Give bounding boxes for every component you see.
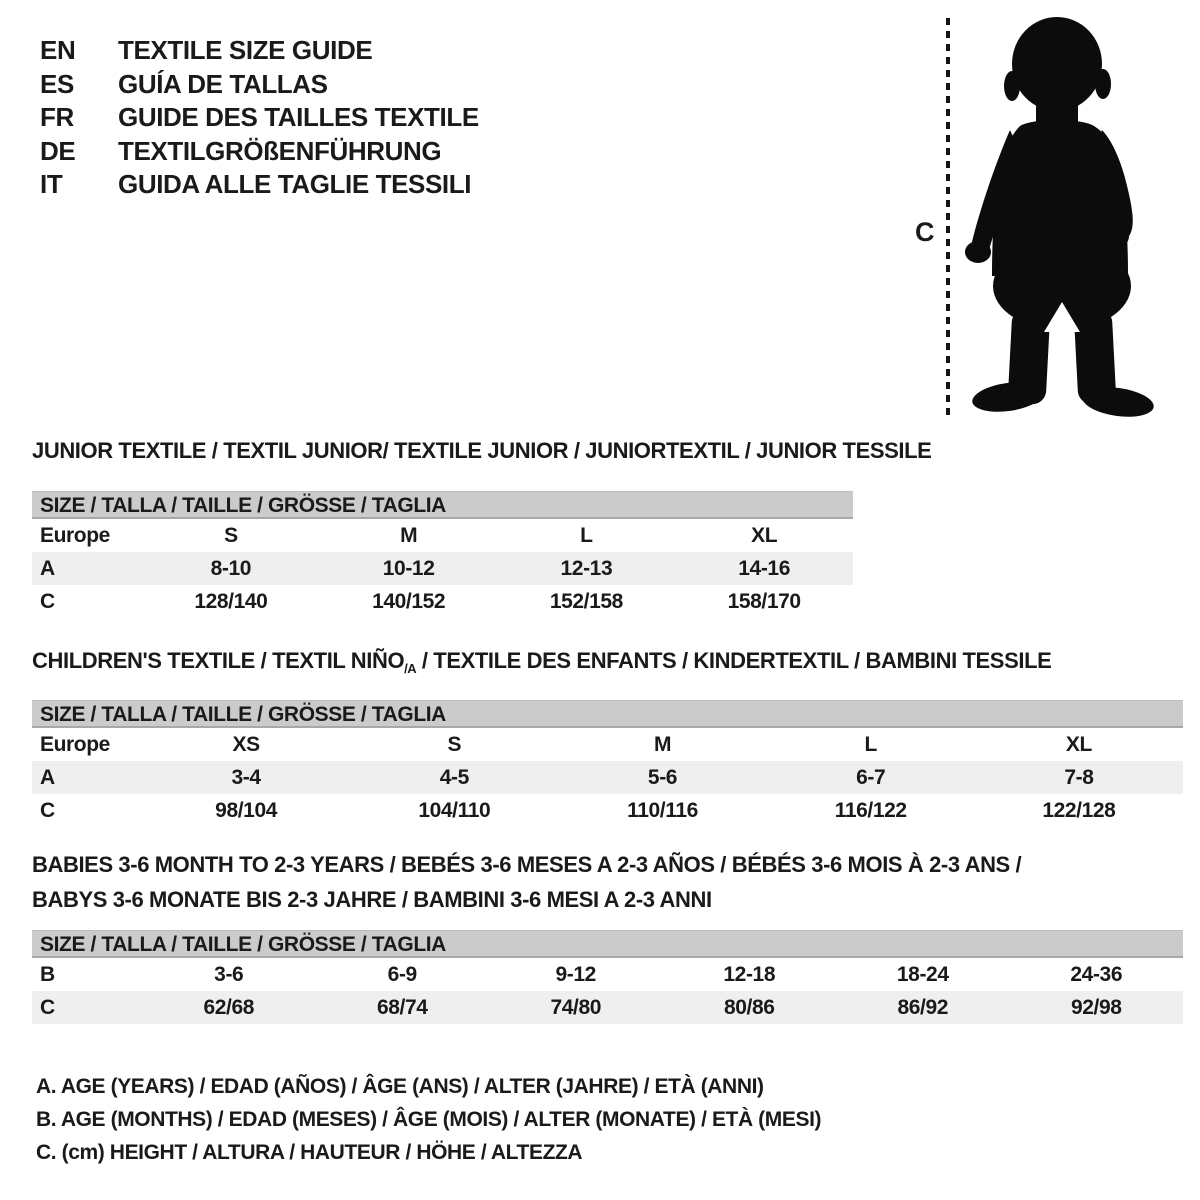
table-row-c	[32, 585, 853, 618]
lang-code: EN	[40, 35, 76, 65]
table-row-europe	[32, 728, 1183, 761]
size-header-bar: SIZE / TALLA / TAILLE / GRÖSSE / TAGLIA	[32, 491, 853, 519]
lang-row-fr	[40, 101, 479, 135]
table-rows	[32, 728, 1183, 827]
table-title	[32, 438, 932, 471]
lang-title: GUIDA ALLE TAGLIE TESSILI	[118, 169, 472, 199]
table-row-europe	[32, 519, 853, 552]
babies-textile-section	[32, 852, 1183, 1024]
cell-value: 80/86	[723, 995, 775, 1019]
cell-value: L	[580, 523, 593, 547]
lang-title: TEXTILE SIZE GUIDE	[118, 35, 373, 65]
cell-value: 18-24	[896, 962, 949, 986]
lang-row-it	[40, 168, 479, 202]
row-label: C	[40, 589, 55, 613]
cell-value: 10-12	[382, 556, 435, 580]
cell-value: M	[653, 732, 672, 756]
title-text: BABIES 3-6 MONTH TO 2-3 YEARS / BEBÉS 3-6 MESES A 2-3 AÑOS / BÉBÉS 3-6 MOIS À 2-3 ANS /	[32, 852, 1022, 877]
cell-value: 7-8	[1064, 765, 1094, 789]
title-text: / TEXTILE DES ENFANTS / KINDERTEXTIL / BAMBINI TESSILE	[416, 648, 1052, 673]
cell-value: 24-36	[1070, 962, 1123, 986]
cell-value: 104/110	[418, 798, 491, 822]
cell-value: 4-5	[439, 765, 469, 789]
table-row-a	[32, 761, 1183, 794]
cell-value: 6-7	[856, 765, 886, 789]
legend-line-a: A. AGE (YEARS) / EDAD (AÑOS) / ÂGE (ANS) / ALTER (JAHRE) / ETÀ (ANNI)	[36, 1075, 764, 1098]
cell-value: S	[447, 732, 462, 756]
lang-code: FR	[40, 102, 74, 132]
table-row-b	[32, 958, 1183, 991]
cell-value: 128/140	[194, 589, 268, 613]
row-label: Europe	[40, 732, 110, 756]
lang-title: GUÍA DE TALLAS	[118, 68, 328, 99]
legend-line-b: B. AGE (MONTHS) / EDAD (MESES) / ÂGE (MOIS) / ALTER (MONATE) / ETÀ (MESI)	[36, 1108, 822, 1131]
cell-value: 3-6	[214, 962, 244, 986]
table-row-c	[32, 794, 1183, 827]
cell-value: 62/68	[203, 995, 255, 1019]
cell-value: 140/152	[372, 589, 446, 613]
cell-value: XL	[1065, 732, 1092, 756]
title-text: CHILDREN'S TEXTILE / TEXTIL NIÑO	[32, 648, 405, 673]
lang-row-de	[40, 135, 479, 169]
cell-value: 6-9	[387, 962, 417, 986]
row-label: A	[40, 765, 55, 789]
cell-value: 8-10	[210, 556, 252, 580]
row-label: C	[40, 798, 55, 822]
cell-value: 122/128	[1042, 798, 1116, 822]
table-row-c	[32, 991, 1183, 1024]
lang-code: IT	[40, 169, 63, 199]
cell-value: 5-6	[647, 765, 678, 789]
cell-value: L	[864, 732, 877, 756]
height-measure-figure	[915, 12, 1185, 427]
cell-value: 74/80	[550, 995, 602, 1019]
cell-value: 12-13	[560, 556, 613, 580]
cell-value: 86/92	[897, 995, 949, 1019]
toddler-silhouette	[960, 14, 1160, 424]
language-header	[40, 34, 479, 202]
table-title-line2: BABYS 3-6 MONATE BIS 2-3 JAHRE / BAMBINI 3-6 MESI A 2-3 ANNI	[32, 887, 712, 912]
cell-value: XS	[232, 732, 260, 756]
cell-value: 92/98	[1070, 995, 1122, 1019]
cell-value: S	[224, 523, 238, 547]
legend-line-c: C. (cm) HEIGHT / ALTURA / HAUTEUR / HÖHE / ALTEZZA	[36, 1141, 583, 1164]
cell-value: 152/158	[549, 589, 623, 613]
junior-textile-section	[32, 438, 932, 618]
lang-title: GUIDE DES TAILLES TEXTILE	[118, 102, 479, 132]
cell-value: 110/116	[627, 798, 698, 822]
cell-value: 158/170	[727, 589, 801, 613]
cell-value: XL	[751, 523, 778, 547]
row-label: C	[40, 995, 55, 1019]
cell-value: 3-4	[231, 765, 261, 789]
size-header-bar: SIZE / TALLA / TAILLE / GRÖSSE / TAGLIA	[32, 930, 1183, 958]
lang-code: DE	[40, 135, 76, 166]
table-rows	[32, 519, 853, 618]
cell-value: 9-12	[555, 962, 596, 986]
table-title	[32, 852, 1183, 877]
legend	[36, 1070, 821, 1169]
cell-value: 68/74	[376, 995, 428, 1019]
dashed-height-line	[946, 18, 950, 418]
title-subscript: /A	[404, 661, 417, 676]
row-label: A	[40, 556, 55, 580]
childrens-textile-section	[32, 648, 1183, 827]
table-title	[32, 648, 1183, 681]
cell-value: 12-18	[723, 962, 776, 986]
row-label: Europe	[40, 523, 110, 547]
table-rows	[32, 958, 1183, 1024]
cell-value: 116/122	[834, 798, 907, 822]
size-header-bar: SIZE / TALLA / TAILLE / GRÖSSE / TAGLIA	[32, 700, 1183, 728]
cell-value: 14-16	[738, 556, 790, 580]
title-text: JUNIOR TEXTILE / TEXTIL JUNIOR/ TEXTILE JUNIOR / JUNIORTEXTIL / JUNIOR TESSILE	[32, 438, 932, 463]
lang-title: TEXTILGRÖßENFÜHRUNG	[118, 135, 442, 166]
lang-row-en	[40, 34, 479, 68]
measure-c-label: C	[915, 217, 935, 247]
cell-value: 98/104	[215, 798, 278, 822]
row-label: B	[40, 962, 55, 986]
lang-code: ES	[40, 68, 74, 99]
lang-row-es	[40, 68, 479, 102]
table-row-a	[32, 552, 853, 585]
cell-value: M	[400, 523, 418, 547]
